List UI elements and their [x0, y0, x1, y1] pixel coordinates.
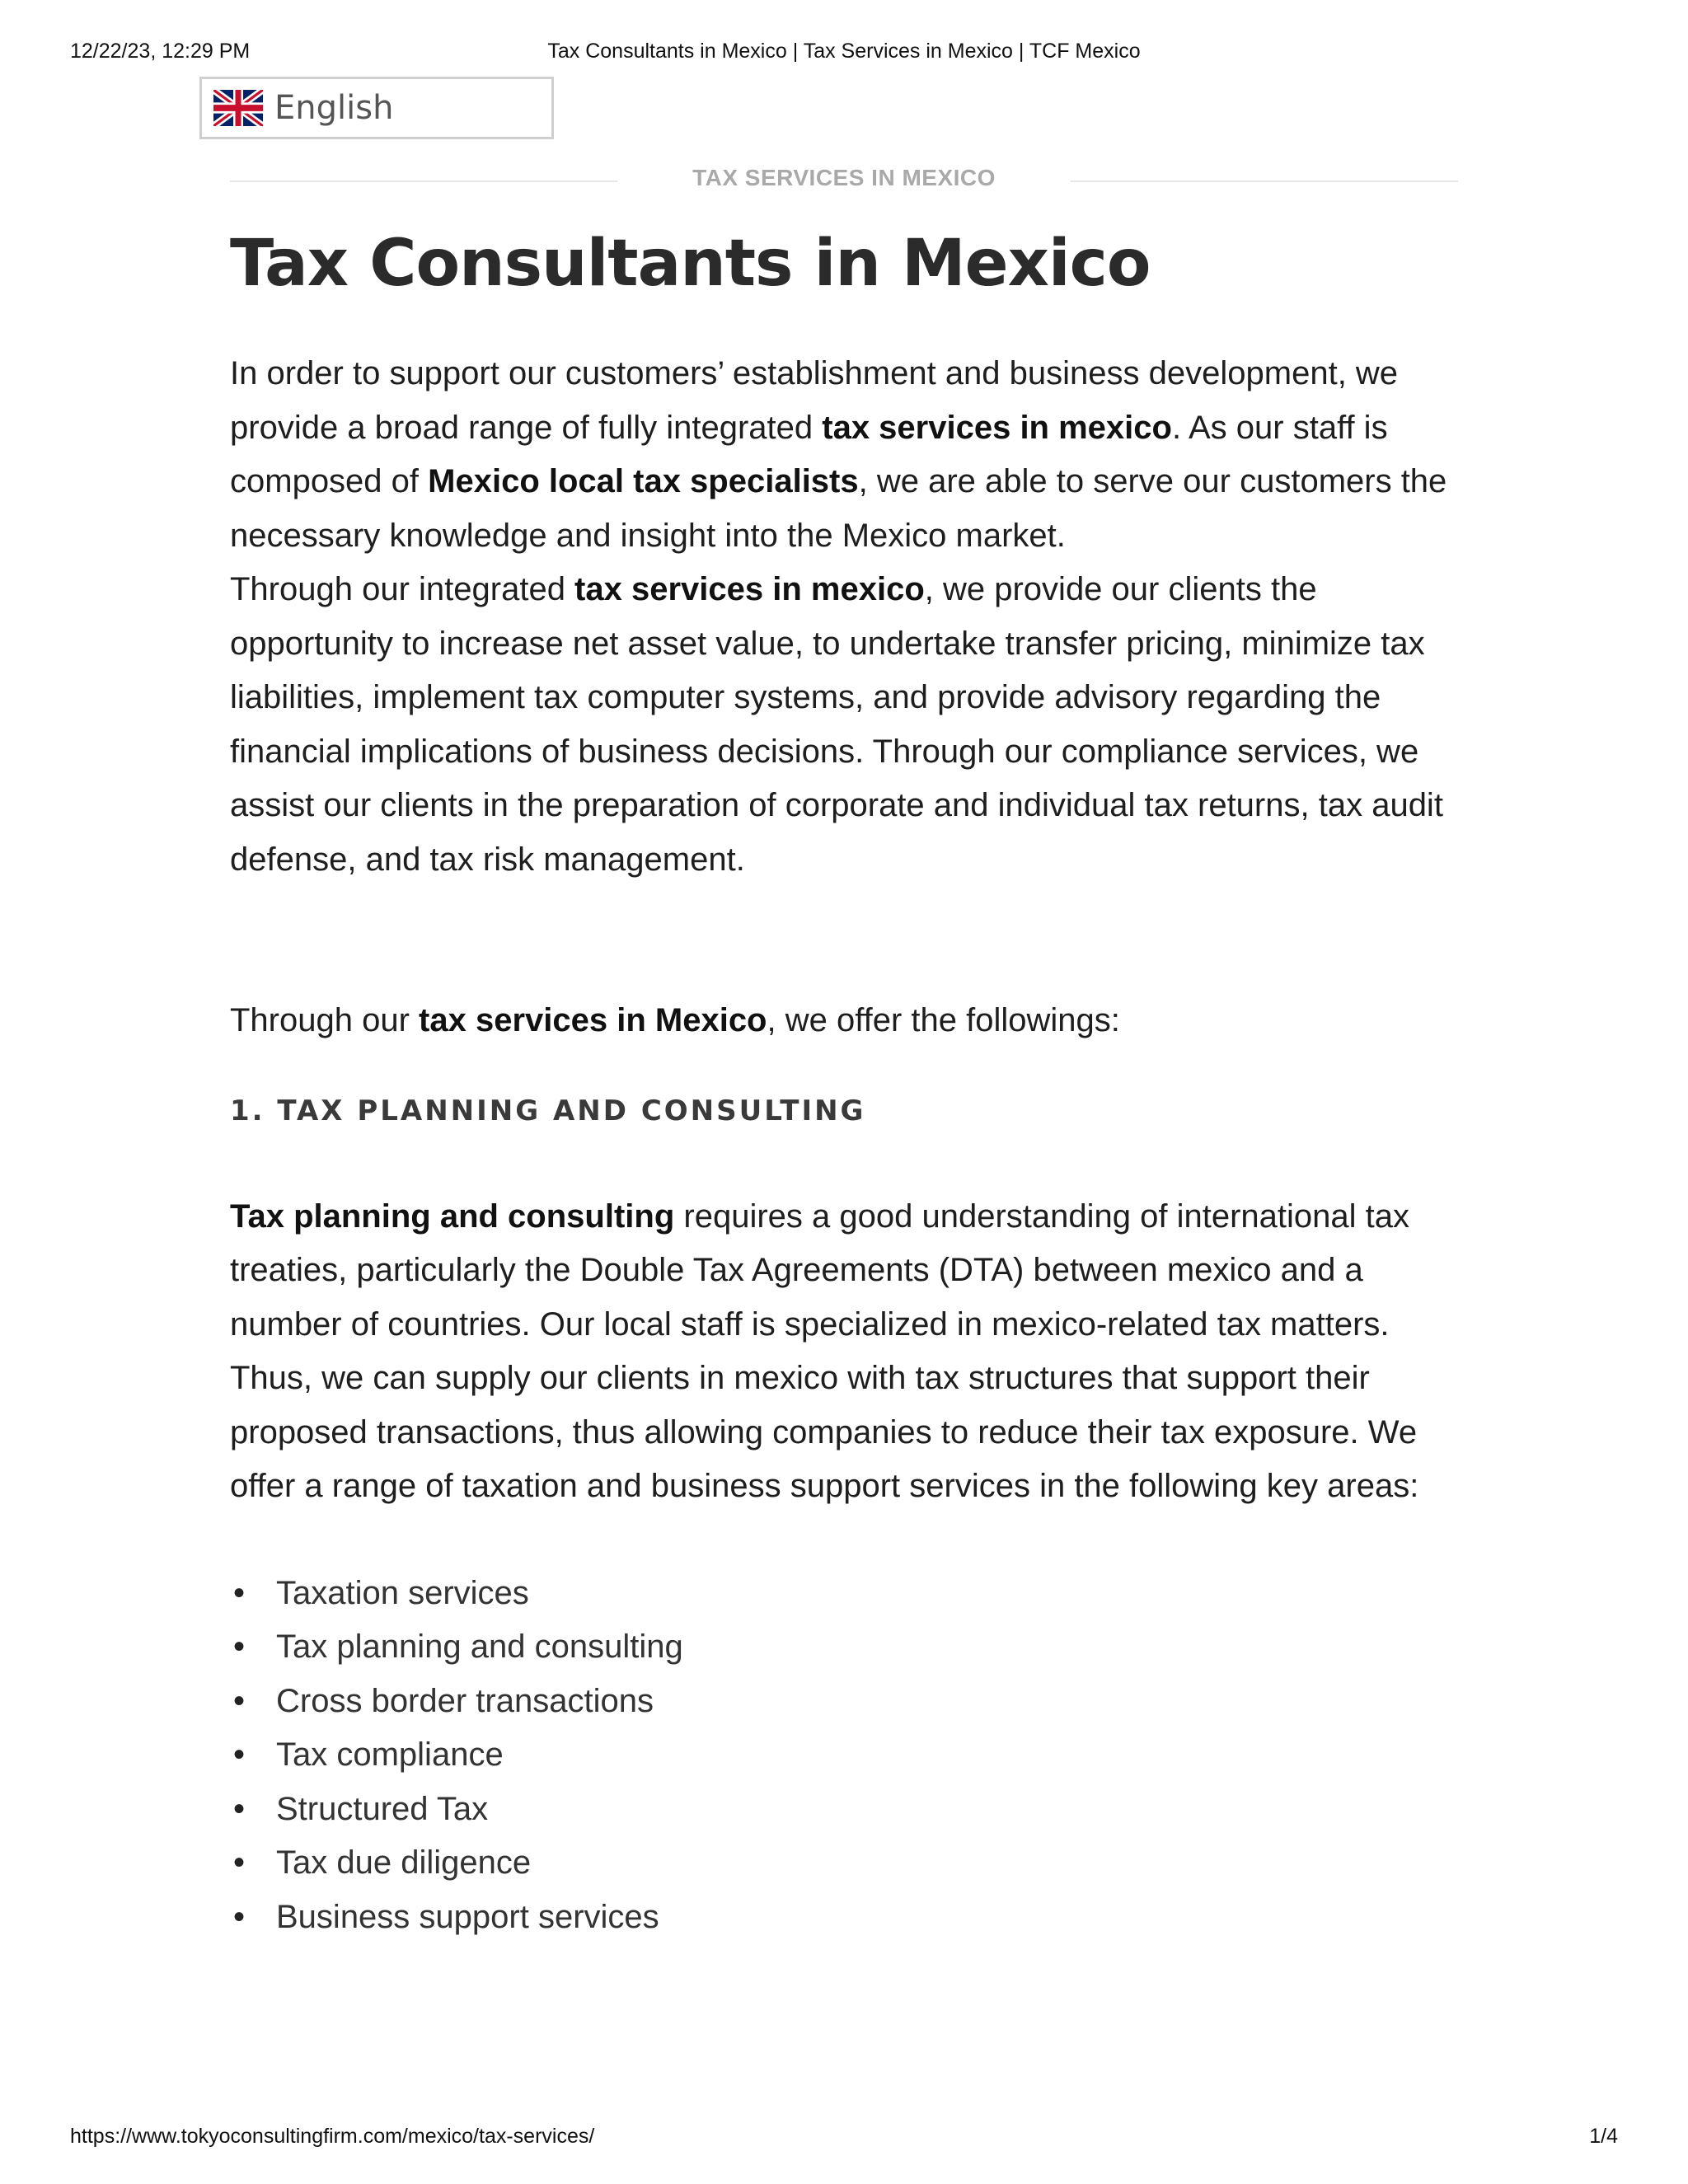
- intro-text-1: In order to support our customers’ establishment and business development, we provide a broad range of fully integrated: [230, 355, 1399, 446]
- bullet-icon: •: [233, 1790, 246, 1827]
- bullet-icon: •: [233, 1898, 246, 1935]
- print-url: https://www.tokyoconsultingfirm.com/mexico/tax-services/: [70, 2125, 595, 2148]
- bullet-icon: •: [233, 1736, 246, 1773]
- intro-text-3: , we are able to serve our customers the necessary knowledge and insight into the Mexico market.: [230, 463, 1447, 554]
- list-item: [230, 1728, 1475, 1783]
- offer-bold: tax services in Mexico: [419, 1002, 767, 1038]
- intro-bold-1: tax services in mexico: [822, 409, 1172, 446]
- print-header: [0, 40, 1688, 69]
- offer-text-1: Through our: [230, 1002, 420, 1038]
- language-label: English: [274, 89, 394, 127]
- intro-text-2: . As our staff is composed of: [230, 409, 1388, 499]
- intro-bold-2: Mexico local tax specialists: [428, 463, 859, 499]
- print-footer: [0, 2125, 1688, 2154]
- list-item-label: Taxation services: [276, 1574, 529, 1611]
- print-document-title: Tax Consultants in Mexico | Tax Services in Mexico | TCF Mexico: [547, 40, 1141, 63]
- list-item: [230, 1783, 1475, 1837]
- intro-text-5: , we provide our clients the opportunity to increase net asset value, to undertake transfer pricing, minimize tax liabilities, implement tax computer systems, and provide advisory regarding the financial implications of business decisions. Through our compliance services, we assist our clients in the preparation of corporate and individual tax returns, tax audit defense, and tax risk management.: [230, 571, 1443, 878]
- list-item: [230, 1891, 1475, 1945]
- list-item: [230, 1567, 1475, 1621]
- section-heading-tax-planning: 1. TAX PLANNING AND CONSULTING: [230, 1094, 866, 1127]
- section-kicker: [230, 165, 1458, 198]
- kicker-text: TAX SERVICES IN MEXICO: [692, 165, 996, 190]
- list-item-label: Tax compliance: [276, 1736, 504, 1773]
- page-title: Tax Consultants in Mexico: [230, 227, 1151, 301]
- intro-bold-3: tax services in mexico: [574, 571, 925, 607]
- print-datetime: 12/22/23, 12:29 PM: [70, 40, 251, 63]
- print-page-number: 1/4: [1589, 2125, 1618, 2148]
- tax-planning-paragraph: [230, 1190, 1475, 1514]
- list-item: [230, 1836, 1475, 1891]
- offer-paragraph: [230, 994, 1475, 1048]
- bullet-icon: •: [233, 1629, 246, 1665]
- tax-planning-bold: Tax planning and consulting: [230, 1197, 675, 1235]
- offer-text-2: , we offer the followings:: [767, 1002, 1120, 1038]
- key-areas-list: [230, 1567, 1475, 1945]
- list-item-label: Tax due diligence: [276, 1844, 532, 1881]
- language-selector[interactable]: [199, 77, 554, 139]
- bullet-icon: •: [233, 1682, 246, 1719]
- intro-paragraph: [230, 347, 1475, 887]
- list-item: [230, 1620, 1475, 1675]
- main-content: [230, 223, 1475, 1944]
- list-item-label: Business support services: [276, 1898, 659, 1935]
- uk-flag-icon: [213, 90, 263, 126]
- list-item-label: Tax planning and consulting: [276, 1629, 683, 1665]
- list-item: [230, 1675, 1475, 1729]
- bullet-icon: •: [233, 1844, 246, 1881]
- tax-planning-text: requires a good understanding of international tax treaties, particularly the Double Tax Agreements (DTA) between mexico and a number of countries. Our local staff is specialized in mexico-related tax matters. Thus, we can supply our clients in mexico with tax structures that support their proposed transactions, thus allowing companies to reduce their tax exposure. We offer a range of taxation and business support services in the following key areas:: [230, 1197, 1419, 1504]
- bullet-icon: •: [233, 1574, 246, 1611]
- intro-text-4: Through our integrated: [230, 571, 575, 607]
- divider-right: [1071, 180, 1458, 182]
- list-item-label: Structured Tax: [276, 1790, 489, 1827]
- list-item-label: Cross border transactions: [276, 1682, 654, 1719]
